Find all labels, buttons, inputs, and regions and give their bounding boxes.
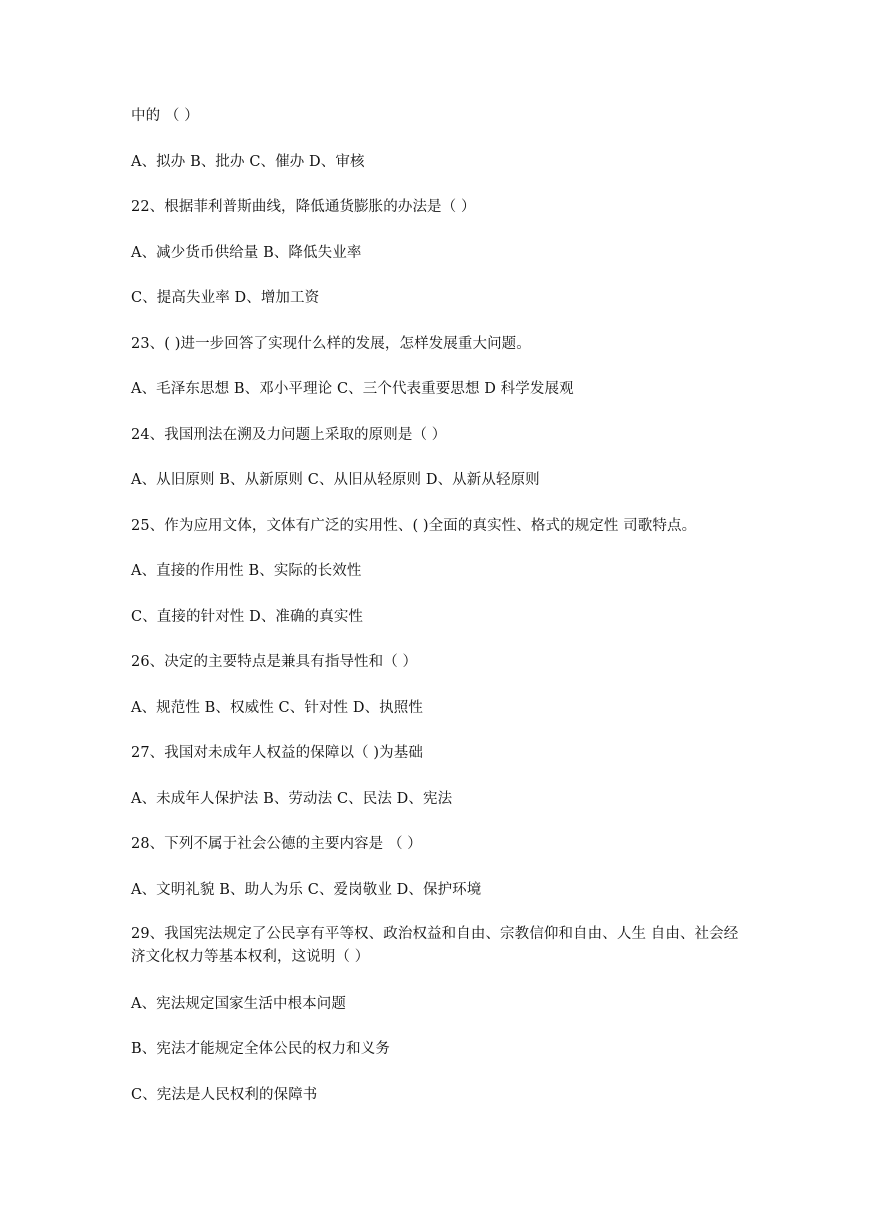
question-29-option-a: A、宪法规定国家生活中根本问题 (131, 996, 346, 1012)
question-29: 29、我国宪法规定了公民享有平等权、政治权益和自由、宗教信仰和自由、人生 自由、社会经济文化权力等基本权利，这说明（ ） (131, 926, 739, 965)
question-23-options: A、毛泽东思想 B、邓小平理论 C、三个代表重要思想 D 科学发展观 (131, 381, 574, 397)
question-22: 22、根据菲利普斯曲线，降低通货膨胀的办法是（ ） (131, 199, 476, 215)
question-28-options: A、文明礼貌 B、助人为乐 C、爱岗敬业 D、保护环境 (131, 882, 482, 898)
question-22-options-ab: A、减少货币供给量 B、降低失业率 (131, 245, 362, 261)
question-21-continuation: 中的 （ ） (131, 108, 199, 124)
question-29-option-c: C、宪法是人民权利的保障书 (131, 1087, 318, 1103)
question-29-option-b: B、宪法才能规定全体公民的权力和义务 (131, 1041, 390, 1057)
question-26-options: A、规范性 B、权威性 C、针对性 D、执照性 (131, 700, 423, 716)
question-27: 27、我国对未成年人权益的保障以（ )为基础 (131, 745, 423, 761)
question-24: 24、我国刑法在溯及力问题上采取的原则是（ ） (131, 427, 447, 443)
question-23: 23、( )进一步回答了实现什么样的发展，怎样发展重大问题。 (131, 336, 531, 352)
question-27-options: A、未成年人保护法 B、劳动法 C、民法 D、宪法 (131, 791, 453, 807)
question-28: 28、下列不属于社会公德的主要内容是 （ ） (131, 836, 422, 852)
question-26: 26、决定的主要特点是兼具有指导性和（ ） (131, 654, 418, 670)
question-25-options-ab: A、直接的作用性 B、实际的长效性 (131, 563, 362, 579)
question-24-options: A、从旧原则 B、从新原则 C、从旧从轻原则 D、从新从轻原则 (131, 472, 540, 488)
question-25: 25、作为应用文体，文体有广泛的实用性、( )全面的真实性、格式的规定性 司歌特点。 (131, 518, 697, 534)
question-25-options-cd: C、直接的针对性 D、准确的真实性 (131, 609, 364, 625)
question-21-options: A、拟办 B、批办 C、催办 D、审核 (131, 154, 365, 170)
question-22-options-cd: C、提高失业率 D、增加工资 (131, 290, 320, 306)
